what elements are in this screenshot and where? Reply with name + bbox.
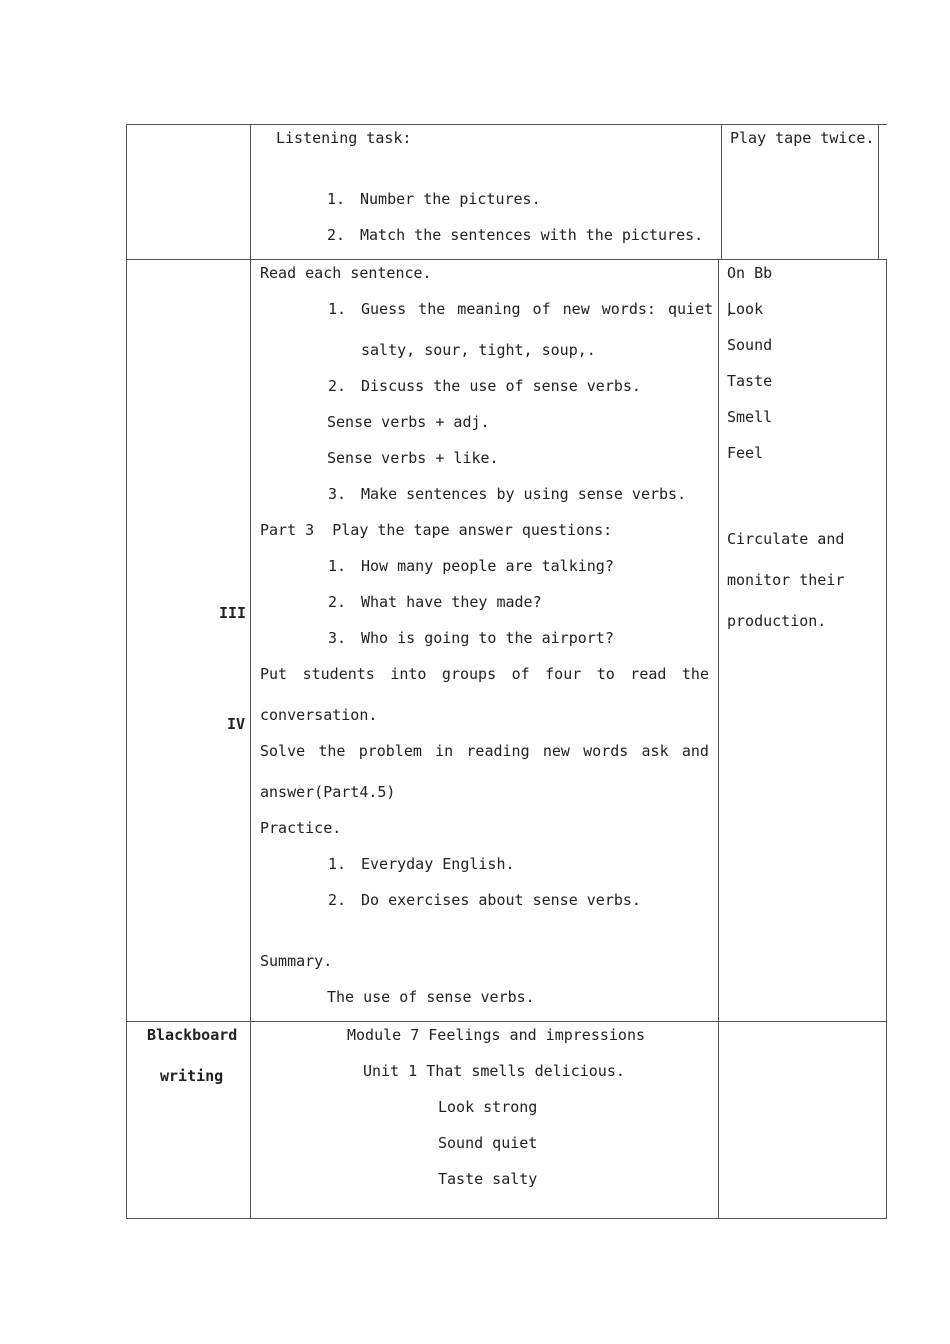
groups-instruction-cont: conversation. <box>260 706 378 724</box>
list-number: 3. <box>328 485 347 503</box>
note-line: Feel <box>727 444 764 462</box>
blackboard-line: Taste salty <box>438 1170 538 1188</box>
word: words <box>583 742 629 760</box>
table-left-border <box>126 124 127 1219</box>
word: the <box>681 665 709 683</box>
word: reading <box>466 742 530 760</box>
col1-divider <box>250 124 251 1219</box>
note-line: Taste <box>727 372 773 390</box>
note-line: Smell <box>727 408 773 426</box>
list-number: 1. <box>328 300 347 318</box>
word: in <box>435 742 454 760</box>
row2-bottom-border <box>126 1021 887 1022</box>
circulate-note: monitor their <box>727 571 845 589</box>
list-number: 2. <box>328 891 347 909</box>
list-number: 1. <box>327 190 346 208</box>
word: Solve <box>260 742 306 760</box>
word: the <box>318 742 346 760</box>
solve-instruction <box>260 742 709 760</box>
groups-instruction <box>260 665 709 683</box>
step-label-iv: IV <box>227 715 246 733</box>
word: into <box>390 665 427 683</box>
list-number: 1. <box>328 855 347 873</box>
blackboard-line: Module 7 Feelings and impressions <box>347 1026 646 1044</box>
word: and <box>681 742 709 760</box>
list-number: 2. <box>328 593 347 611</box>
row1-top-border <box>126 124 879 125</box>
list-number: 2. <box>328 377 347 395</box>
word: students <box>302 665 375 683</box>
word: ask <box>641 742 669 760</box>
question-item: Who is going to the airport? <box>361 629 614 647</box>
blackboard-line: Unit 1 That smells delicious. <box>363 1062 625 1080</box>
listening-task-heading: Listening task: <box>276 129 412 147</box>
circulate-note: production. <box>727 612 827 630</box>
note-line: Sound <box>727 336 773 354</box>
list-item: Make sentences by using sense verbs. <box>361 485 687 503</box>
row1-bottom-border <box>126 259 887 260</box>
question-item: What have they made? <box>361 593 542 611</box>
list-item: Guess the meaning of new words: quiet , <box>361 300 735 318</box>
solve-instruction-cont: answer(Part4.5) <box>260 783 396 801</box>
table-right-border <box>886 259 887 1219</box>
word: groups <box>441 665 497 683</box>
writing-label: writing <box>160 1067 224 1085</box>
part3-heading: Part 3 Play the tape answer questions: <box>260 521 613 539</box>
row1-right-border <box>878 124 879 259</box>
blackboard-line: Look strong <box>438 1098 538 1116</box>
circulate-note: Circulate and <box>727 530 845 548</box>
list-item: Number the pictures. <box>360 190 541 208</box>
sense-verb-pattern: Sense verbs + adj. <box>327 413 490 431</box>
word: Put <box>260 665 288 683</box>
word: read <box>630 665 667 683</box>
list-number: 3. <box>328 629 347 647</box>
table-bottom-border <box>126 1218 887 1219</box>
practice-item: Everyday English. <box>361 855 515 873</box>
question-item: How many people are talking? <box>361 557 614 575</box>
word: four <box>545 665 582 683</box>
row1-top-border-stub <box>879 124 887 125</box>
teacher-note: Play tape twice. <box>730 129 875 147</box>
col2-divider <box>718 259 719 1219</box>
step-label-iii: III <box>219 604 247 622</box>
word: to <box>596 665 615 683</box>
list-item: Discuss the use of sense verbs. <box>361 377 641 395</box>
word: problem <box>358 742 422 760</box>
list-item: Match the sentences with the pictures. <box>360 226 704 244</box>
list-item-continued: salty, sour, tight, soup,. <box>361 341 596 359</box>
list-number: 1. <box>328 557 347 575</box>
summary-text: The use of sense verbs. <box>327 988 535 1006</box>
practice-heading: Practice. <box>260 819 342 837</box>
word: new <box>542 742 570 760</box>
note-line: Look <box>727 300 764 318</box>
read-each-sentence: Read each sentence. <box>260 264 432 282</box>
word: of <box>511 665 530 683</box>
list-number: 2. <box>327 226 346 244</box>
sense-verb-pattern: Sense verbs + like. <box>327 449 499 467</box>
blackboard-label: Blackboard <box>147 1026 238 1044</box>
blackboard-line: Sound quiet <box>438 1134 538 1152</box>
summary-heading: Summary. <box>260 952 333 970</box>
row1-col2-divider <box>721 124 722 259</box>
practice-item: Do exercises about sense verbs. <box>361 891 641 909</box>
note-line: On Bb <box>727 264 773 282</box>
